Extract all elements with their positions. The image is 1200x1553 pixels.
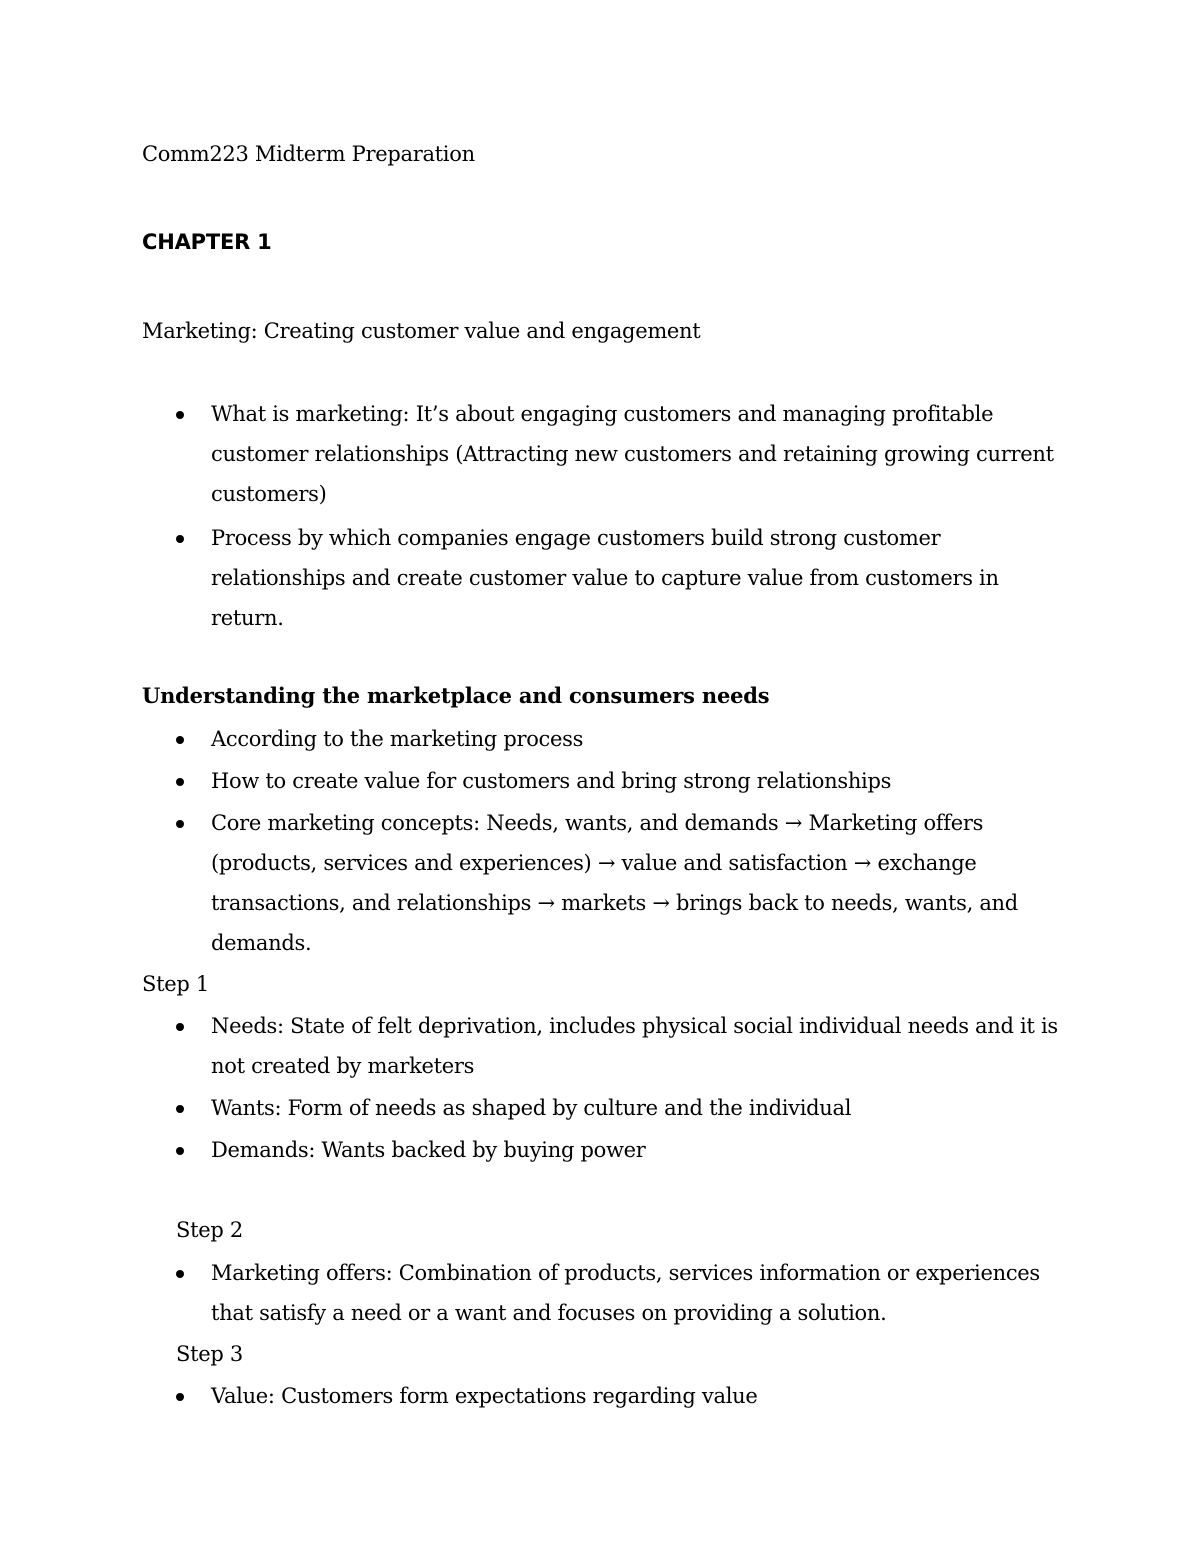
bullet-list-marketing xyxy=(0,394,1200,638)
list-item-text: What is marketing: It’s about engaging customers and managing profitable customer relationships (Attracting new customers and retaining growing current customers) xyxy=(211,402,1054,506)
section-heading-marketing: Marketing: Creating customer value and engagement xyxy=(142,319,701,343)
bullet-icon xyxy=(176,411,184,419)
bullet-list-step-2 xyxy=(0,1253,1200,1333)
bullet-icon xyxy=(176,820,184,828)
step-2-label: Step 2 xyxy=(176,1218,243,1242)
list-item xyxy=(0,518,1200,638)
list-item xyxy=(0,719,1200,759)
list-item xyxy=(0,1088,1200,1128)
section-heading-marketplace: Understanding the marketplace and consumers needs xyxy=(142,683,770,708)
list-item-text: How to create value for customers and bring strong relationships xyxy=(211,769,892,793)
bullet-list-step-3 xyxy=(0,1376,1200,1416)
step-3-label: Step 3 xyxy=(176,1342,243,1366)
bullet-list-step-1 xyxy=(0,1006,1200,1170)
bullet-icon xyxy=(176,1105,184,1113)
bullet-icon xyxy=(176,1270,184,1278)
bullet-icon xyxy=(176,736,184,744)
list-item xyxy=(0,803,1200,963)
list-item-text: Core marketing concepts: Needs, wants, and demands → Marketing offers (products, services and experiences) → value and satisfaction → exchange transactions, and relationships → markets → brings back to needs, wants, and demands. xyxy=(211,811,1018,955)
list-item xyxy=(0,1253,1200,1333)
bullet-icon xyxy=(176,535,184,543)
list-item xyxy=(0,1006,1200,1086)
bullet-icon xyxy=(176,1147,184,1155)
list-item xyxy=(0,1130,1200,1170)
list-item xyxy=(0,394,1200,514)
list-item-text: Demands: Wants backed by buying power xyxy=(211,1138,646,1162)
list-item-text: Marketing offers: Combination of products, services information or experiences that satisfy a need or a want and focuses on providing a solution. xyxy=(211,1261,1040,1325)
list-item-text: According to the marketing process xyxy=(211,727,584,751)
list-item-text: Process by which companies engage customers build strong customer relationships and create customer value to capture value from customers in return. xyxy=(211,526,999,630)
list-item-text: Value: Customers form expectations regarding value xyxy=(211,1384,758,1408)
step-1-label: Step 1 xyxy=(142,972,209,996)
bullet-list-marketplace xyxy=(0,719,1200,963)
bullet-icon xyxy=(176,1393,184,1401)
list-item xyxy=(0,761,1200,801)
document-title: Comm223 Midterm Preparation xyxy=(142,142,475,166)
bullet-icon xyxy=(176,778,184,786)
list-item xyxy=(0,1376,1200,1416)
chapter-heading: CHAPTER 1 xyxy=(142,230,272,254)
list-item-text: Wants: Form of needs as shaped by culture and the individual xyxy=(211,1096,852,1120)
list-item-text: Needs: State of felt deprivation, includes physical social individual needs and it is not created by marketers xyxy=(211,1014,1058,1078)
bullet-icon xyxy=(176,1023,184,1031)
